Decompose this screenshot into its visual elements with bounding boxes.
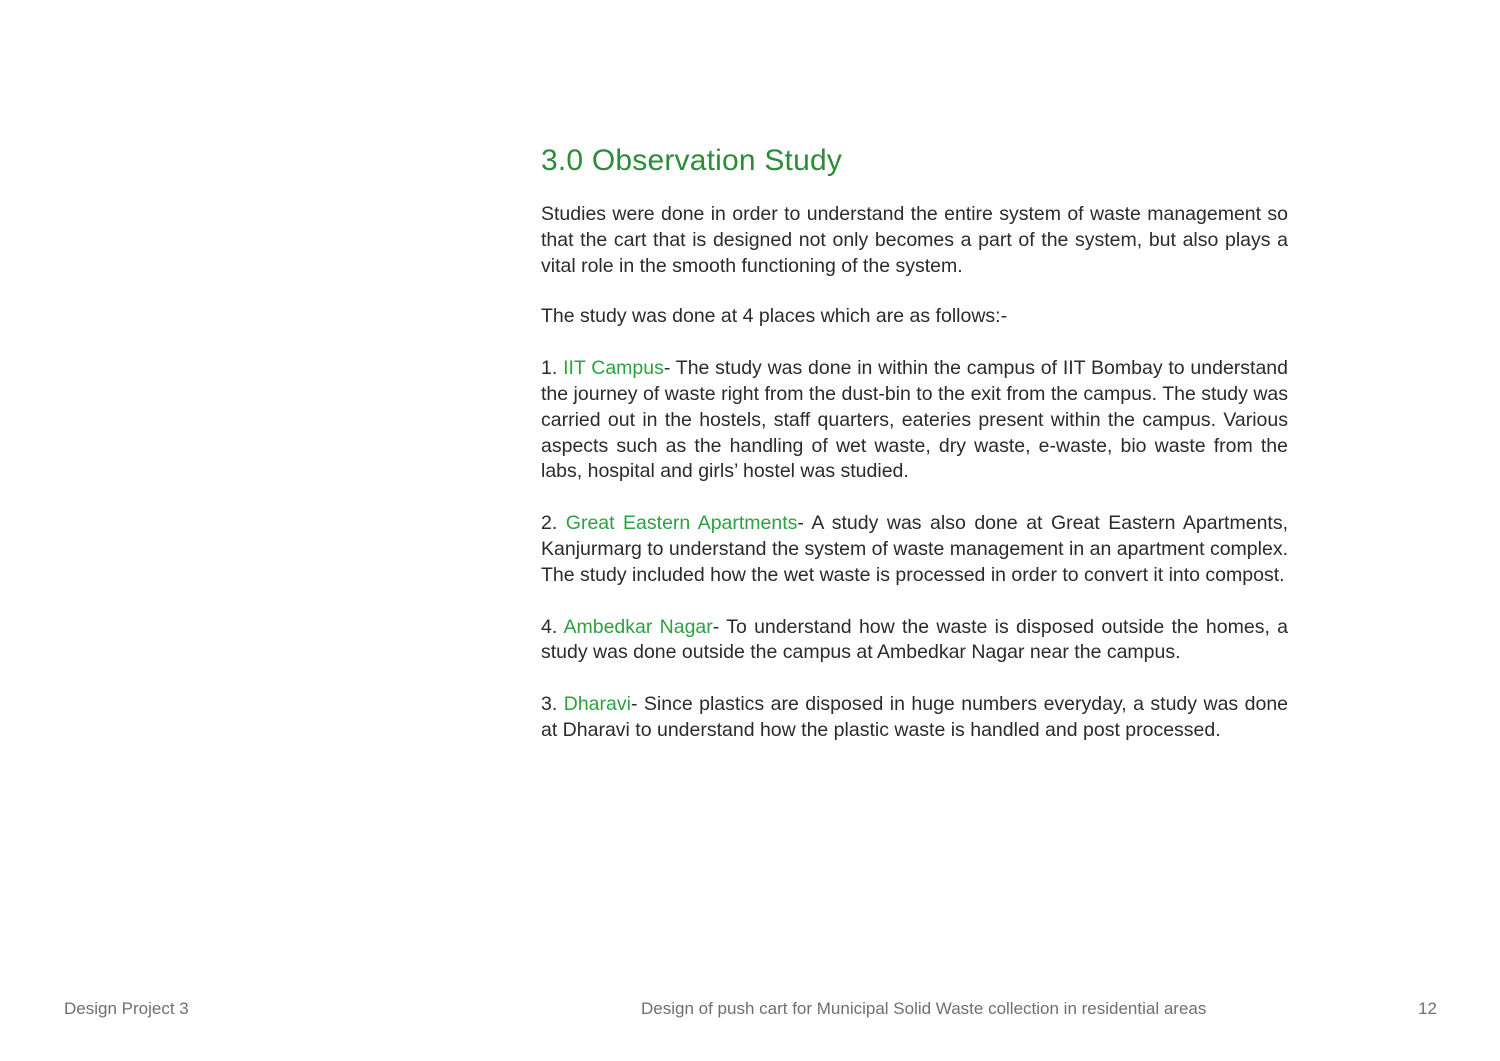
section-title: 3.0 Observation Study bbox=[541, 144, 843, 177]
page-number: 12 bbox=[1418, 999, 1437, 1018]
item-number: 2. bbox=[541, 512, 558, 535]
item-number: 4. bbox=[541, 615, 558, 638]
lead-paragraph: The study was done at 4 places which are as follows:- bbox=[541, 305, 1008, 328]
study-item-iit-campus bbox=[541, 356, 1288, 485]
item-name: IIT Campus bbox=[563, 357, 664, 380]
item-name: Great Eastern Apartments bbox=[565, 512, 798, 535]
main-content bbox=[541, 140, 1288, 744]
item-name: Ambedkar Nagar bbox=[563, 615, 713, 638]
item-number: 1. bbox=[541, 357, 558, 380]
intro-paragraph: Studies were done in order to understand the entire system of waste management so that the cart that is designed not only becomes a part of the system, but also plays a vital role in the smooth functioning of the system. bbox=[541, 203, 1288, 277]
item-text: - Since plastics are disposed in huge numbers everyday, a study was done at Dharavi to understand how the plastic waste is handled and post processed. bbox=[541, 693, 1289, 741]
footer-project-label: Design Project 3 bbox=[64, 999, 189, 1018]
item-text: - The study was done in within the campus of IIT Bombay to understand the journey of waste right from the dust-bin to the exit from the campus. The study was carried out in the hostels, staff quarters, eateries present within the campus. Various aspects such as the handling of wet waste, dry waste, e-waste, bio waste from the labs, hospital and girls’ hostel was studied. bbox=[541, 357, 1288, 483]
item-text: - A study was also done at Great Eastern Apartments, Kanjurmarg to understand the system of waste management in an apartment complex. The study included how the wet waste is processed in order to convert it into compost. bbox=[541, 512, 1288, 586]
footer-document-title: Design of push cart for Municipal Solid Waste collection in residential areas bbox=[641, 999, 1207, 1018]
item-text: - To understand how the waste is disposed outside the homes, a study was done outside the campus at Ambedkar Nagar near the campus. bbox=[541, 615, 1288, 664]
study-item-ambedkar-nagar bbox=[541, 615, 1288, 667]
item-name: Dharavi bbox=[563, 693, 631, 716]
study-item-great-eastern-apartments bbox=[541, 511, 1288, 588]
study-item-dharavi bbox=[541, 692, 1288, 744]
item-number: 3. bbox=[541, 693, 558, 716]
